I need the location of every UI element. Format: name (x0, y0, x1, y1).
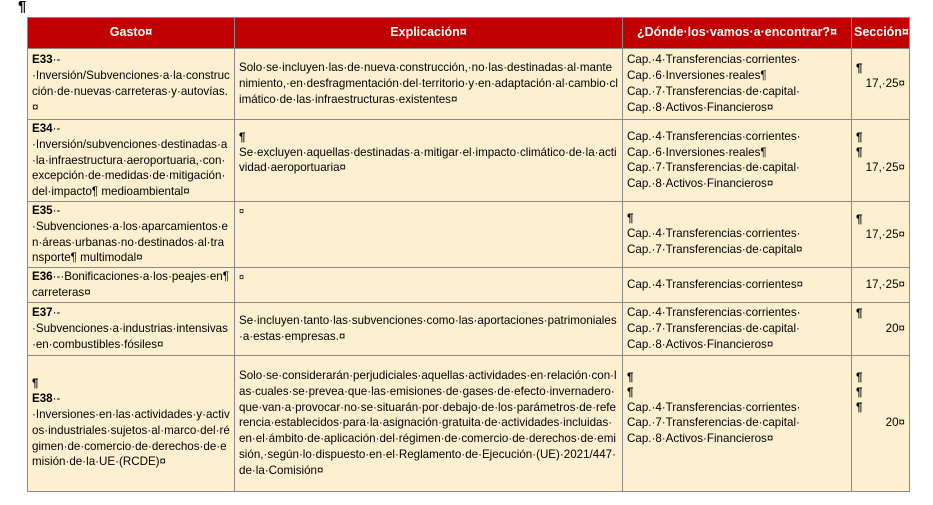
paragraph-mark: ¶ (856, 212, 863, 226)
seccion-value: 17,·25¤ (865, 161, 905, 175)
donde-cell[interactable] (623, 355, 852, 491)
donde-line: Cap.·4·Transferencias·corrientes· (627, 400, 801, 414)
gasto-cell[interactable] (28, 302, 235, 355)
donde-line: Cap.·4·Transferencias·corrientes· (627, 306, 801, 320)
paragraph-mark: ¶ (856, 131, 863, 145)
header-seccion: Sección¤ (852, 18, 910, 49)
gasto-code: E33 (32, 53, 53, 67)
gasto-cell[interactable] (28, 49, 235, 120)
explicacion-cell[interactable] (235, 120, 623, 202)
explicacion-cell[interactable] (235, 355, 623, 491)
table-row (28, 268, 910, 303)
paragraph-mark: ¶ (18, 0, 27, 15)
paragraph-mark: ¶ (856, 401, 863, 415)
paragraph-mark: ¶ (627, 212, 634, 226)
gasto-cell[interactable] (28, 201, 235, 267)
header-gasto: Gasto¤ (28, 18, 235, 49)
gasto-text: ·-·Subvenciones·a·industrias·intensivas·en·combustibles·fósiles¤ (32, 306, 228, 351)
gasto-code: E37 (32, 306, 53, 320)
donde-line: Cap.·8·Activos·Financieros¤ (627, 337, 774, 351)
explicacion-cell[interactable] (235, 302, 623, 355)
seccion-cell[interactable] (852, 302, 910, 355)
explicacion-text: Se·incluyen·tanto·las·subvenciones·como·las·aportaciones·patrimoniales·a·estas·empresas.¤ (239, 313, 617, 343)
paragraph-mark: ¶ (627, 385, 634, 399)
seccion-value: 17,·25¤ (865, 227, 905, 241)
gasto-cell[interactable] (28, 268, 235, 303)
header-explicacion: Explicación¤ (235, 18, 623, 49)
paragraph-mark: ¶ (856, 146, 863, 160)
explicacion-cell[interactable] (235, 201, 623, 267)
explicacion-cell[interactable] (235, 49, 623, 120)
paragraph-mark: ¶ (856, 386, 863, 400)
donde-line: Cap.·7·Transferencias·de·capital· (627, 161, 800, 175)
donde-cell[interactable] (623, 302, 852, 355)
donde-cell[interactable] (623, 268, 852, 303)
seccion-cell[interactable] (852, 201, 910, 267)
gasto-cell[interactable] (28, 355, 235, 491)
cell-end-mark: ¤ (239, 272, 245, 283)
seccion-value: 20¤ (885, 416, 905, 430)
donde-line: Cap.·7·Transferencias·de·capital· (627, 321, 800, 335)
paragraph-mark: ¶ (856, 306, 863, 320)
seccion-cell[interactable] (852, 355, 910, 491)
explicacion-text: Solo·se·incluyen·las·de·nueva·construcción,·no·las·destinadas·al·mantenimiento,·en·desfragmentación·del·territorio·y·en·adaptación·al·cambio·climático·de·las·infraestructuras·existentes¤ (239, 61, 618, 106)
seccion-value: 20¤ (885, 321, 905, 335)
donde-line: Cap.·7·Transferencias·de·capital· (627, 416, 800, 430)
seccion-cell[interactable] (852, 268, 910, 303)
donde-line: Cap.·4·Transferencias·corrientes· (627, 53, 801, 67)
donde-line: Cap.·4·Transferencias·corrientes· (627, 129, 801, 143)
cell-end-mark: ¤ (239, 205, 245, 216)
donde-line: Cap.·6·Inversiones·reales¶ (627, 69, 767, 83)
gasto-text: ·-·Subvenciones·a·los·aparcamientos·en·áreas·urbanas·no·destinados·al·transporte¶ multimodal¤ (32, 203, 228, 265)
expense-table (27, 17, 910, 492)
seccion-cell[interactable] (852, 49, 910, 120)
donde-line: Cap.·8·Activos·Financieros¤ (627, 100, 774, 114)
header-donde: ¿Dónde·los·vamos·a·encontrar?¤ (623, 18, 852, 49)
seccion-value: 17,·25¤ (865, 77, 905, 91)
donde-line: Cap.·4·Transferencias·corrientes¤ (627, 278, 804, 292)
paragraph-mark: ¶ (856, 62, 863, 76)
paragraph-mark: ¶ (856, 371, 863, 385)
table-row (28, 302, 910, 355)
seccion-value: 17,·25¤ (865, 278, 905, 292)
donde-cell[interactable] (623, 49, 852, 120)
donde-cell[interactable] (623, 120, 852, 202)
explicacion-cell[interactable] (235, 268, 623, 303)
gasto-text: ·-·Inversión/Subvenciones·a·la·construcción·de·nuevas·carreteras·y·autovías.¤ (32, 53, 230, 114)
explicacion-text: Solo·se·considerarán·perjudiciales·aquellas·actividades·en·relación·con·las·cuales·se·prevea·que·las·emisiones·de·gases·de·efecto·invernadero·que·van·a·provocar·no·se·situarán·por·debajo·de·los·parámetros·de·referencia·establecidos·para·la·asignación·gratuita·de·actividades·incluidas·en·el·ámbito·de·aplicación·del·régimen·de·comercio·de·derechos·de·emisión,·según·lo·dispuesto·en·el·Reglamento·de·Ejecución·(UE)·2021/447·de·la·Comisión¤ (239, 368, 617, 477)
gasto-text: ·-·Inversión/subvenciones·destinadas·a·la·infraestructura·aeroportuaria,·con·excepción·de·medidas·de·mitigación·del·impacto¶ medioambiental¤ (32, 122, 228, 199)
donde-line: Cap.·4·Transferencias·corrientes· (627, 227, 801, 241)
table-row (28, 49, 910, 120)
paragraph-mark: ¶ (239, 130, 246, 144)
table-row (28, 355, 910, 491)
gasto-code: E35 (32, 203, 53, 217)
seccion-cell[interactable] (852, 120, 910, 202)
gasto-cell[interactable] (28, 120, 235, 202)
paragraph-mark: ¶ (627, 370, 634, 384)
donde-line: Cap.·7·Transferencias·de·capital¤ (627, 243, 803, 257)
gasto-text: ·-·Inversiones·en·las·actividades·y·activos·industriales·sujetos·al·marco·del·régimen·de·comercio·de·derechos·de·emisión·de·la·UE·(RCDE)¤ (32, 392, 230, 469)
donde-line: Cap.·6·Inversiones·reales¶ (627, 145, 767, 159)
donde-cell[interactable] (623, 201, 852, 267)
explicacion-text: Se·excluyen·aquellas·destinadas·a·mitigar·el·impacto·climático·de·la·actividad·aeroportuaria¤ (239, 145, 617, 175)
gasto-text: ·-·Bonificaciones·a·los·peajes·en¶ carreteras¤ (32, 270, 229, 299)
donde-line: Cap.·8·Activos·Financieros¤ (627, 432, 774, 446)
table-row (28, 120, 910, 202)
gasto-code: E34 (32, 122, 53, 135)
table-row (28, 201, 910, 267)
donde-line: Cap.·7·Transferencias·de·capital· (627, 85, 800, 98)
gasto-code: E38 (32, 392, 53, 406)
gasto-code: E36 (32, 270, 53, 284)
paragraph-mark: ¶ (32, 377, 39, 391)
donde-line: Cap.·8·Activos·Financieros¤ (627, 177, 774, 191)
header-row (28, 18, 910, 49)
